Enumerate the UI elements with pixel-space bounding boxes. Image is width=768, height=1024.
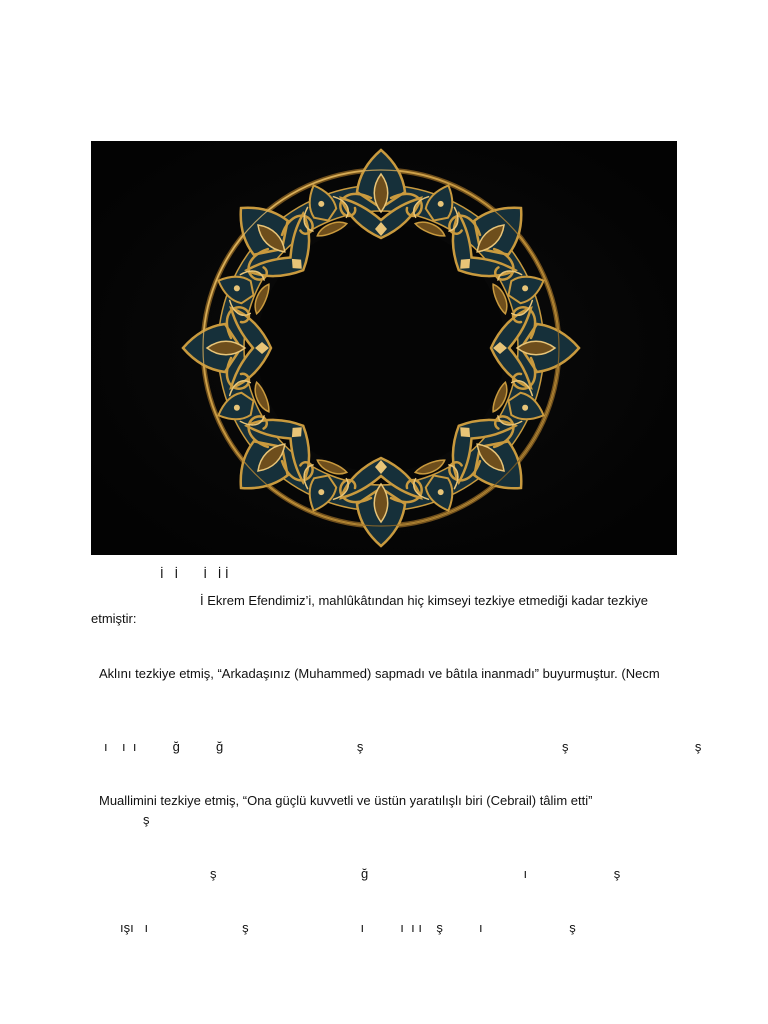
text-line-6: Muallimini tezkiye etmiş, “Ona güçlü kuvvetli ve üstün yaratılışlı biri (Cebrail) tâlim etti” bbox=[99, 793, 593, 808]
golden-ornament-ring-icon bbox=[91, 141, 677, 555]
text-line-2: İ Ekrem Efendimiz’i, mahlûkâtından hiç kimseyi tezkiye etmediği kadar tezkiye bbox=[200, 593, 648, 608]
text-line-5: ı ı ı ğ ğ ş ş ş bbox=[104, 739, 702, 754]
ornament-image bbox=[91, 141, 677, 555]
text-line-8: ş ğ ı ş bbox=[210, 866, 621, 881]
text-line-7: ş bbox=[143, 812, 150, 827]
text-line-3: etmiştir: bbox=[91, 611, 137, 626]
text-line-4: Aklını tezkiye etmiş, “Arkadaşınız (Muhammed) sapmadı ve bâtıla inanmadı” buyurmuştur. (Necm bbox=[99, 666, 660, 681]
text-line-9: ışı ı ş ı ı ı ı ş ı ş bbox=[120, 920, 576, 935]
text-line-1: İ İ İ İ İ bbox=[160, 566, 229, 581]
